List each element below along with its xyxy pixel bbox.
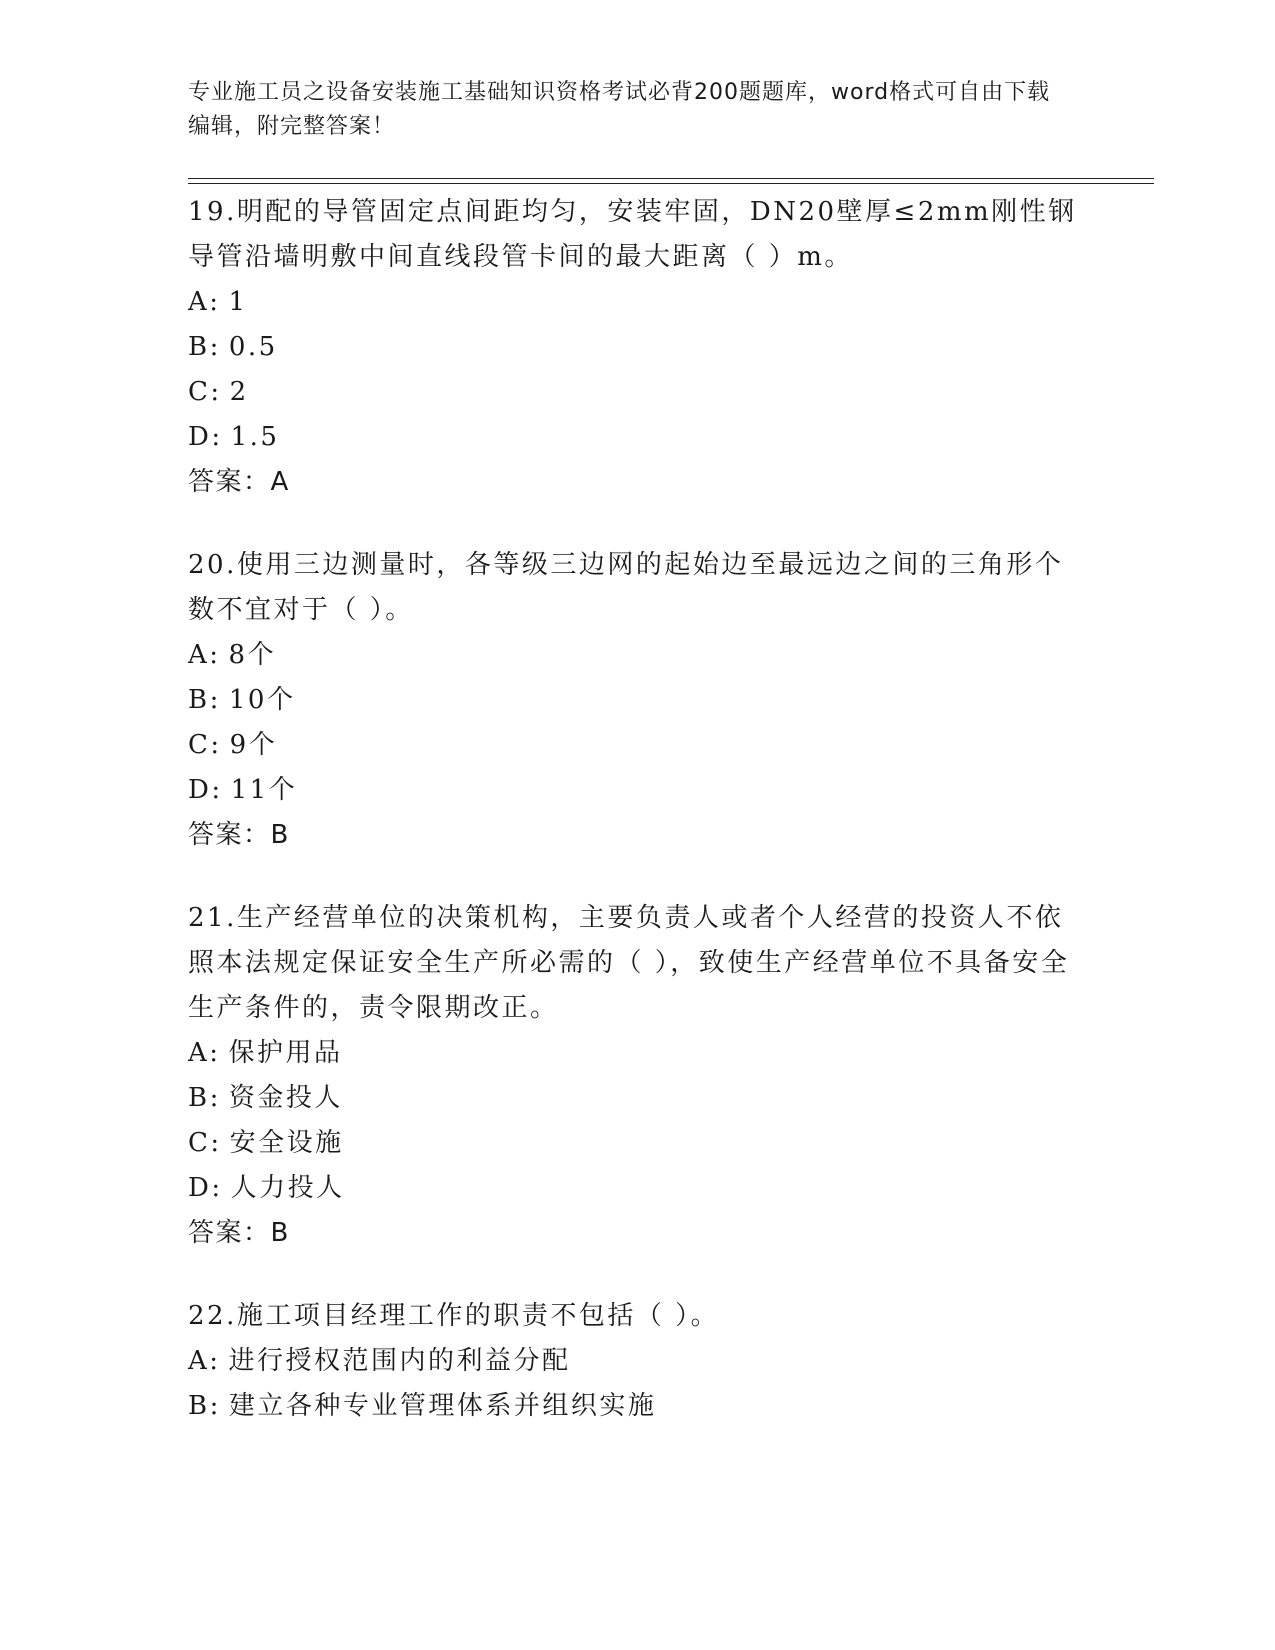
option-b: [188, 678, 1088, 723]
option-letter: B:: [188, 1391, 221, 1421]
option-text: 保护用品: [228, 1038, 343, 1068]
question-text: 19.明配的导管固定点间距均匀，安装牢固，DN20壁厚≤2mm刚性钢导管沿墙明敷中间直线段管卡间的最大距离（ ）m。: [188, 197, 1077, 272]
option-text: 建立各种专业管理体系并组织实施: [228, 1391, 657, 1421]
question-21: [188, 896, 1088, 1256]
option-letter: C:: [188, 1128, 222, 1158]
option-d: [188, 768, 1088, 813]
option-a: [188, 280, 1088, 325]
question-22: [188, 1294, 1088, 1429]
question-text: 21.生产经营单位的决策机构，主要负责人或者个人经营的投资人不依照本法规定保证安全生产所必需的（ ），致使生产经营单位不具备安全生产条件的，责令限期改正。: [188, 903, 1070, 1023]
option-text: 进行授权范围内的利益分配: [228, 1346, 571, 1376]
option-a: [188, 1339, 1088, 1384]
option-d: [188, 1166, 1088, 1211]
option-letter: B:: [188, 1083, 221, 1113]
document-header: [188, 76, 1068, 144]
option-letter: A:: [188, 640, 221, 670]
option-text: 9个: [229, 730, 278, 760]
option-letter: D:: [188, 422, 223, 452]
option-b: [188, 1384, 1088, 1429]
answer-text: 答案：B: [188, 820, 290, 850]
option-letter: A:: [188, 287, 221, 317]
option-d: [188, 415, 1088, 460]
option-letter: D:: [188, 775, 223, 805]
option-letter: D:: [188, 1173, 223, 1203]
option-c: [188, 723, 1088, 768]
question-19: [188, 190, 1088, 505]
option-letter: B:: [188, 332, 221, 362]
header-divider-top: [188, 178, 1154, 179]
option-c: [188, 370, 1088, 415]
header-title: 专业施工员之设备安装施工基础知识资格考试必背200题题库，word格式可自由下载编辑，附完整答案！: [188, 80, 1051, 139]
question-list: [188, 190, 1088, 1467]
option-text: 人力投人: [230, 1173, 345, 1203]
question-text: 20.使用三边测量时，各等级三边网的起始边至最远边之间的三角形个数不宜对于（ ）。: [188, 550, 1064, 625]
option-text: 资金投人: [228, 1083, 343, 1113]
option-text: 8个: [228, 640, 277, 670]
option-letter: C:: [188, 730, 222, 760]
answer-text: 答案：A: [188, 467, 290, 497]
option-letter: C:: [188, 377, 222, 407]
option-a: [188, 1031, 1088, 1076]
option-letter: B:: [188, 685, 221, 715]
option-text: 1: [228, 287, 248, 317]
option-b: [188, 1076, 1088, 1121]
header-divider-bottom: [188, 183, 1154, 184]
option-text: 0.5: [228, 332, 278, 362]
answer-text: 答案：B: [188, 1218, 290, 1248]
option-letter: A:: [188, 1038, 221, 1068]
question-20: [188, 543, 1088, 858]
option-letter: A:: [188, 1346, 221, 1376]
option-b: [188, 325, 1088, 370]
question-text: 22.施工项目经理工作的职责不包括（ ）。: [188, 1301, 720, 1331]
option-text: 11个: [230, 775, 298, 805]
option-text: 10个: [228, 685, 296, 715]
option-text: 2: [229, 377, 249, 407]
option-c: [188, 1121, 1088, 1166]
option-text: 1.5: [230, 422, 280, 452]
option-a: [188, 633, 1088, 678]
option-text: 安全设施: [229, 1128, 344, 1158]
